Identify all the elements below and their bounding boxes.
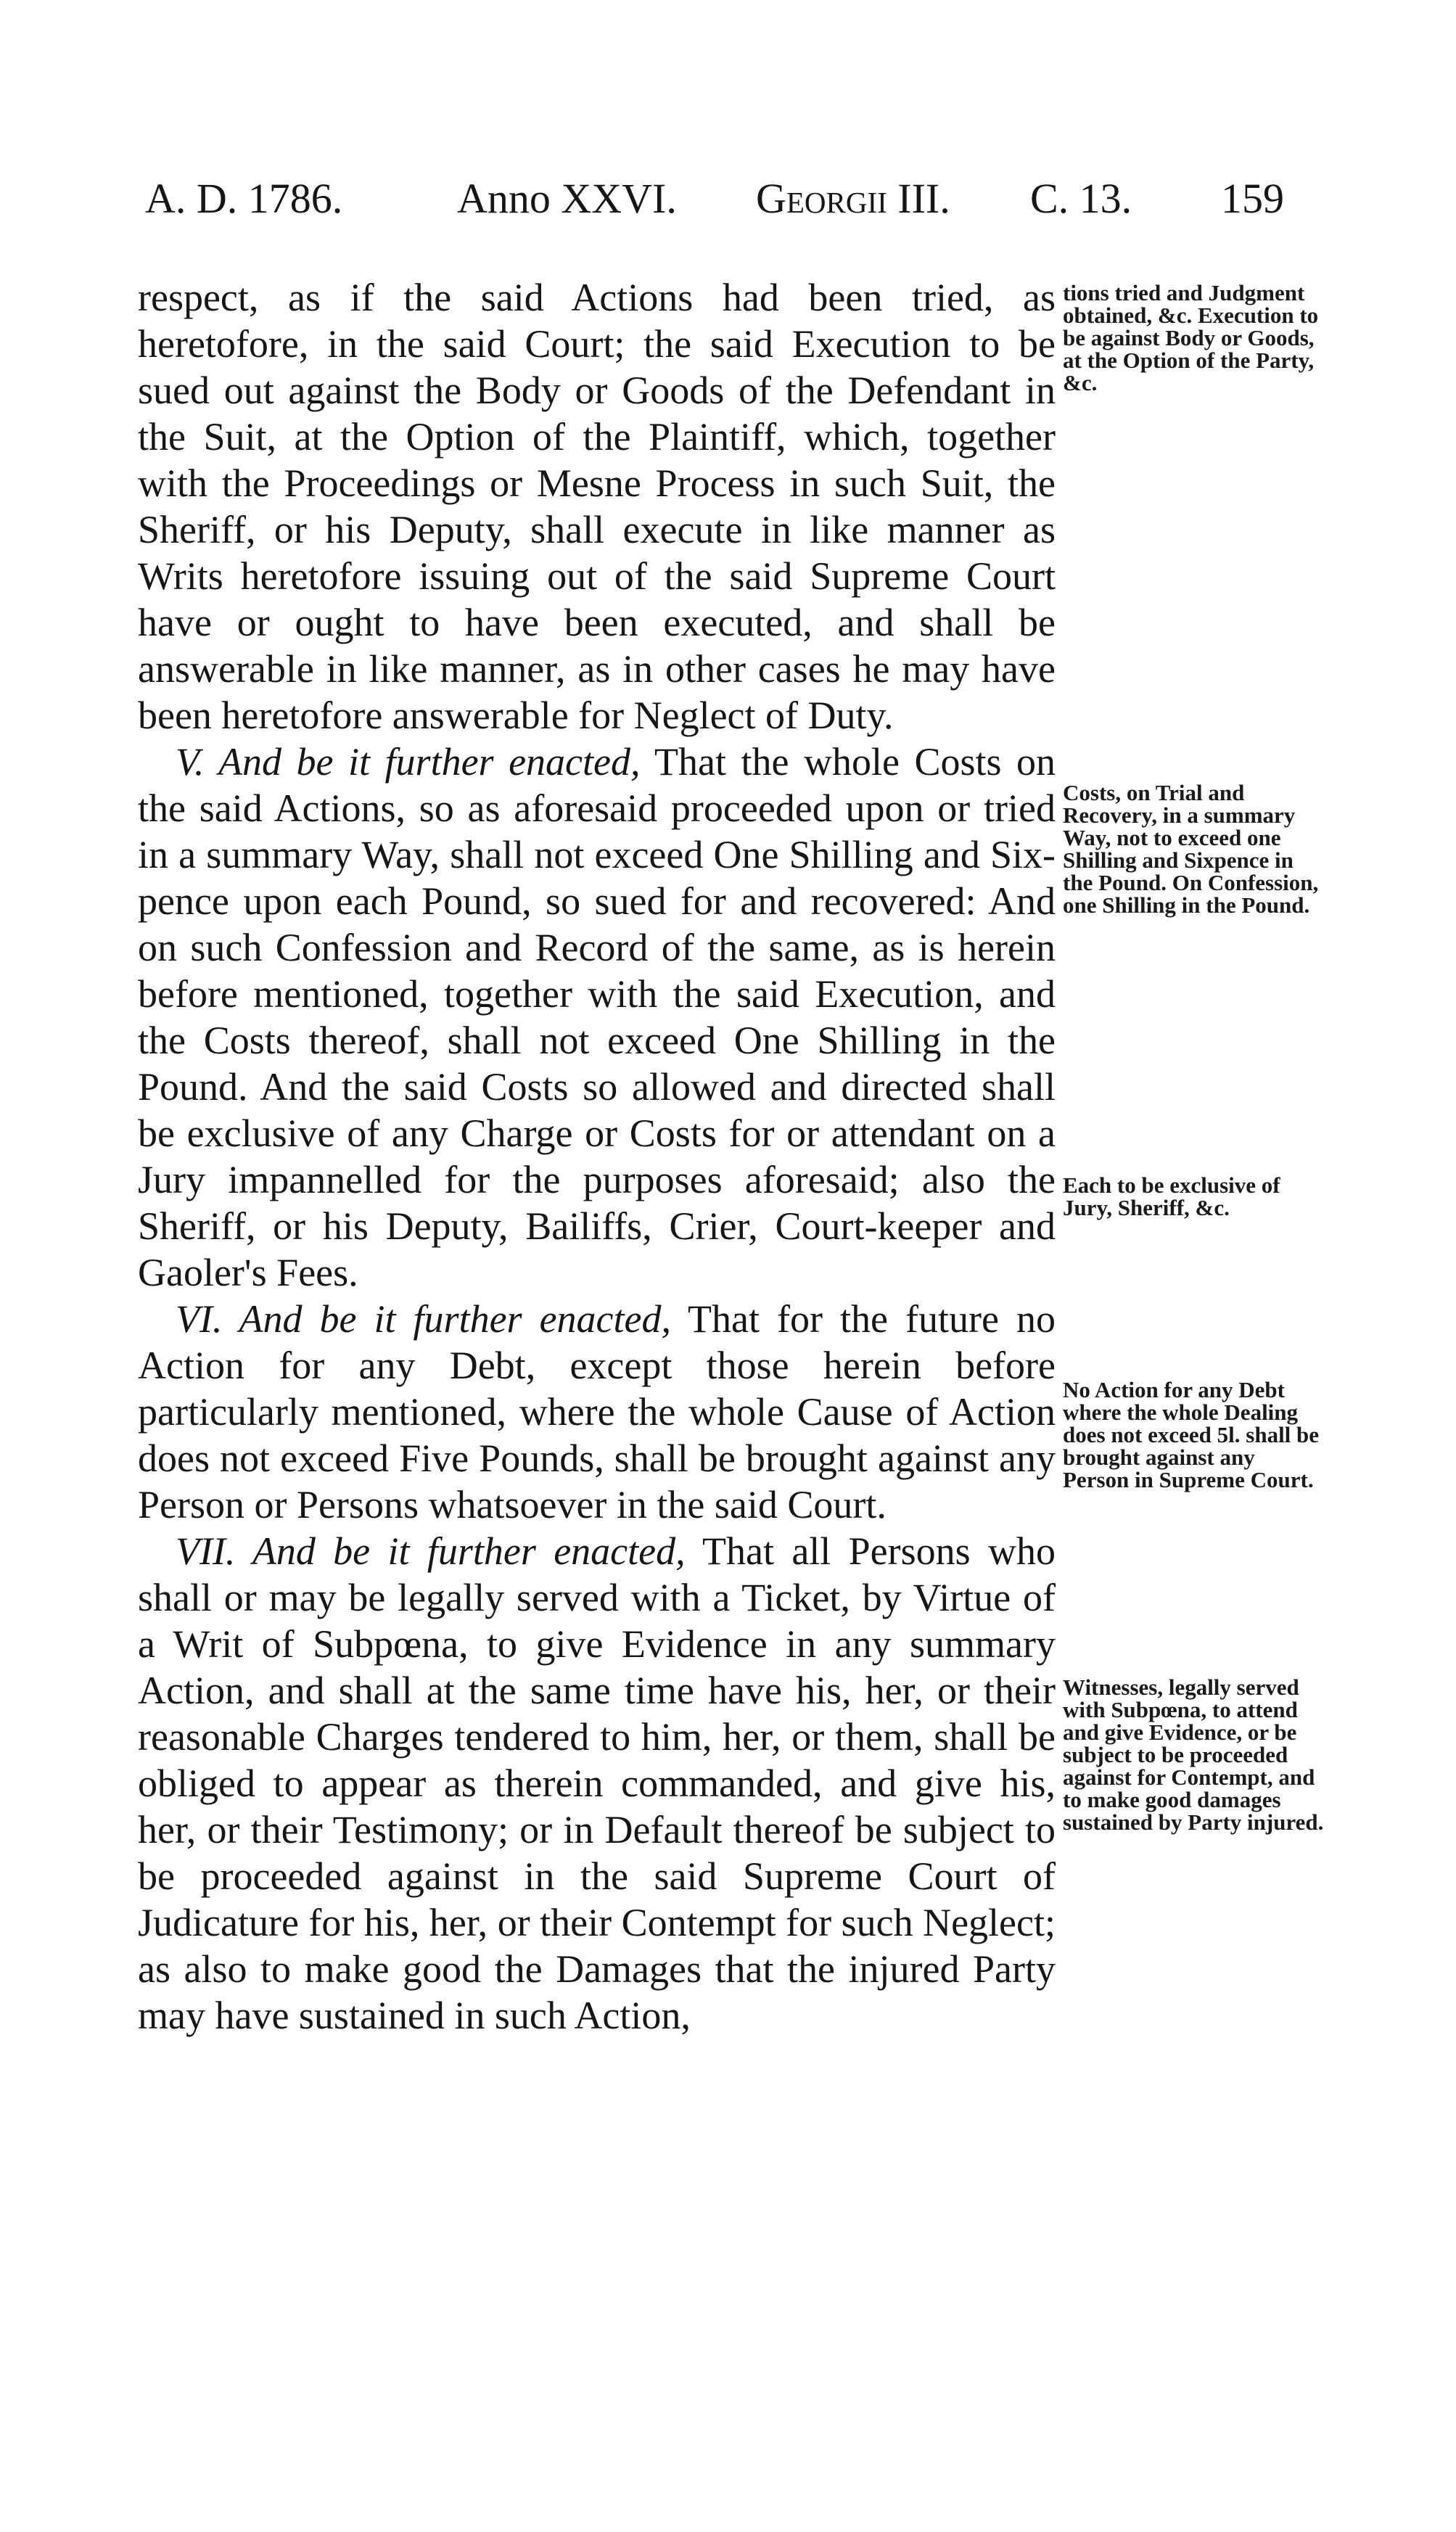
section-lead: VI. And be it further enacted, bbox=[176, 1297, 671, 1341]
margin-note-exclusive: Each to be exclusive of Jury, Sheriff, &c. bbox=[1063, 1172, 1280, 1220]
paragraph-text: That the whole Costs on the said Actions, so as aforesaid proceeded upon or tried in a summary Way, shall not exceed One Shilling and Six-pence upon each Pound, so sued for and recovered: And on such Confession and Record of the same, as is herein before mentioned, together with the said Execution, and the Costs thereof, shall not exceed One Shilling in the Pound. And the said Costs so allowed and directed shall be exclusive of any Charge or Costs for or attendant on a Jury impannelled for the purposes aforesaid; also the Sheriff, or his Deputy, Bailiffs, Crier, Court-keeper and Gaoler's Fees. bbox=[138, 740, 1056, 1294]
header-chapter: C. 13. bbox=[1030, 175, 1132, 222]
paragraph-text: That all Persons who shall or may be legally served with a Ticket, by Virtue of a Writ of Subpœna, to give Evidence in any summary Action, and shall at the same time have his, her, or their reasonable Charges tendered to him, her, or them, shall be obliged to appear as therein commanded, and give his, her, or their Testimony; or in Default thereof be subject to be proceeded against in the said Supreme Court of Judicature for his, her, or their Contempt for such Neglect; as also to make good the Damages that the injured Party may have sustained in such Action, bbox=[138, 1529, 1056, 2037]
paragraph-continuation bbox=[138, 274, 1056, 739]
page-number: 159 bbox=[1221, 175, 1284, 222]
margin-note-execution: tions tried and Judgment obtained, &c. Execution to be against Body or Goods, at the Option of the Party, &c. bbox=[1063, 280, 1319, 395]
section-lead: V. And be it further enacted, bbox=[176, 740, 641, 784]
section-lead: VII. And be it further enacted, bbox=[176, 1529, 686, 1573]
margin-note-costs: Costs, on Trial and Recovery, in a summary Way, not to exceed one Shilling and Sixpence in the Pound. On Confession, one Shilling in the Pound. bbox=[1063, 780, 1319, 918]
main-text-column bbox=[138, 274, 1056, 2039]
section-vii bbox=[138, 1528, 1056, 2039]
paragraph-text: respect, as if the said Actions had been tried, as heretofore, in the said Court; the said Execution to be sued out against the Body or Goods of the Defendant in the Suit, at the Option of the Plaintiff, which, together with the Proceedings or Mesne Process in such Suit, the Sheriff, or his Deputy, shall execute in like manner as Writs heretofore issuing out of the said Supreme Court have or ought to have been executed, and shall be answerable in like manner, as in other cases he may have been heretofore answerable for Neglect of Duty. bbox=[138, 276, 1056, 737]
header-year: A. D. 1786. bbox=[145, 175, 343, 222]
section-v bbox=[138, 739, 1056, 1296]
section-vi bbox=[138, 1296, 1056, 1528]
paragraph-text: That for the future no Action for any Debt, except those herein before particularly mentioned, where the whole Cause of Action does not exceed Five Pounds, shall be brought against any Person or Persons whatsoever in the said Court. bbox=[138, 1297, 1056, 1526]
margin-note-no-action: No Action for any Debt where the whole Dealing does not exceed 5l. shall be brought against any Person in Supreme Court. bbox=[1063, 1377, 1320, 1492]
header-regnal-year: Anno XXVI. bbox=[457, 175, 677, 222]
header-monarch: Georgii III. bbox=[756, 175, 950, 222]
margin-note-witnesses: Witnesses, legally served with Subpœna, to attend and give Evidence, or be subject to be proceeded against for Contempt, and to make good damages sustained by Party injured. bbox=[1063, 1674, 1324, 1835]
running-header bbox=[145, 174, 1320, 239]
